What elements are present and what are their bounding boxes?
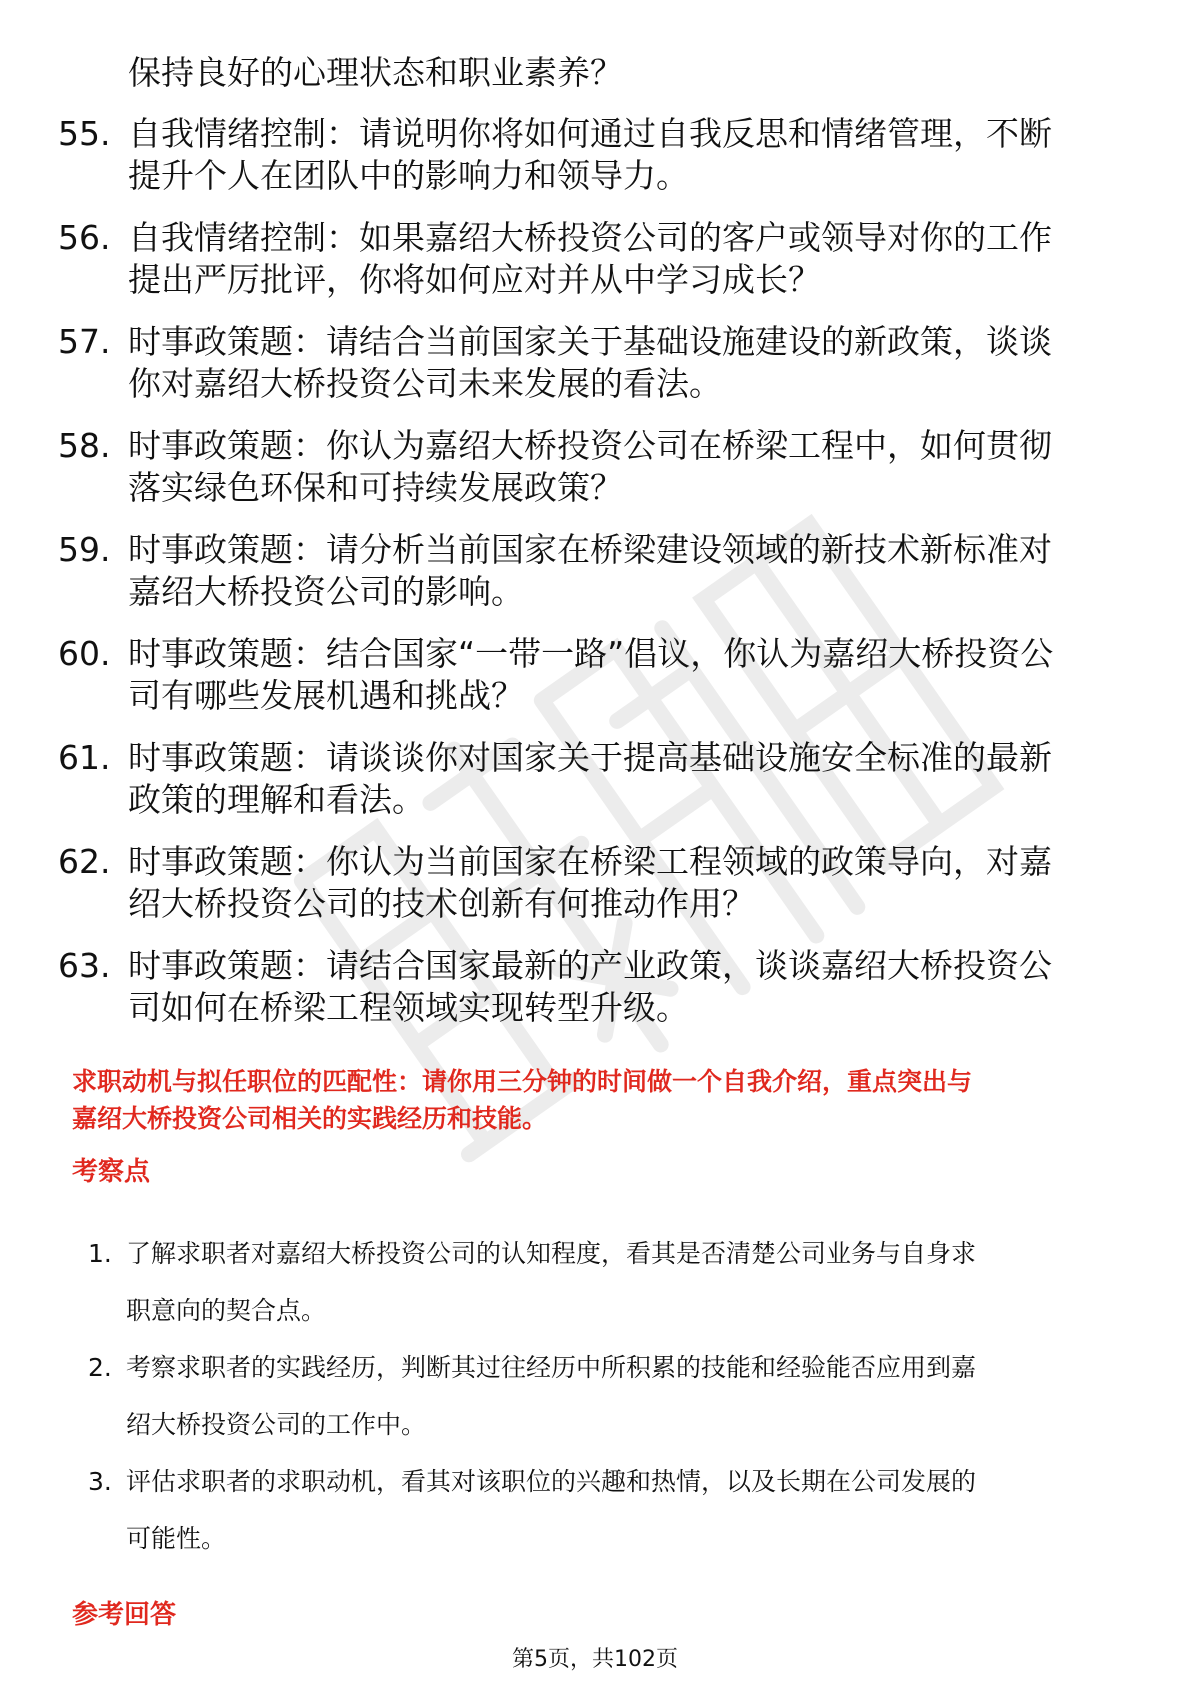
- page-footer: 第5页，共102页: [512, 1647, 678, 1672]
- question-number: 62.: [58, 842, 111, 881]
- assessment-line: 可能性。: [126, 1524, 227, 1553]
- question-line: 政策的理解和看法。: [128, 780, 425, 819]
- question-item: [58, 945, 1118, 1049]
- question-number: 63.: [58, 946, 111, 985]
- question-text: [128, 113, 1176, 197]
- reference-answer-title: 参考回答: [72, 1600, 177, 1630]
- assessment-line: 评估求职者的求职动机，看其对该职位的兴趣和热情，以及长期在公司发展的: [126, 1467, 977, 1496]
- question-line: 自我情绪控制：请说明你将如何通过自我反思和情绪管理，不断: [128, 114, 1052, 153]
- question-item: [58, 425, 1118, 529]
- question-text: [128, 841, 1176, 925]
- assessment-title: 考察点: [72, 1157, 151, 1187]
- question-text: [128, 633, 1176, 717]
- assessment-item: [88, 1339, 1118, 1453]
- assessment-line: 职意向的契合点。: [126, 1296, 327, 1325]
- question-line: 司如何在桥梁工程领域实现转型升级。: [128, 988, 689, 1027]
- question-line: 时事政策题：你认为嘉绍大桥投资公司在桥梁工程中，如何贯彻: [128, 426, 1052, 465]
- question-number: 61.: [58, 738, 111, 777]
- question-line: 提出严厉批评，你将如何应对并从中学习成长？: [128, 260, 821, 299]
- question-line: 时事政策题：请分析当前国家在桥梁建设领域的新技术新标准对: [128, 530, 1052, 569]
- question-number: 60.: [58, 634, 111, 673]
- question-line: 时事政策题：结合国家“一带一路”倡议，你认为嘉绍大桥投资公: [128, 634, 1054, 673]
- question-number: 57.: [58, 322, 111, 361]
- assessment-text: [126, 1453, 1126, 1567]
- assessment-list: [88, 1225, 1118, 1567]
- question-line: 绍大桥投资公司的技术创新有何推动作用？: [128, 884, 755, 923]
- assessment-number: 1.: [88, 1239, 112, 1268]
- question-line: 落实绿色环保和可持续发展政策？: [128, 468, 623, 507]
- question-text: [128, 425, 1176, 509]
- question-line: 司有哪些发展机遇和挑战？: [128, 676, 524, 715]
- question-item: [58, 737, 1118, 841]
- question-line: 时事政策题：请结合国家最新的产业政策，谈谈嘉绍大桥投资公: [128, 946, 1052, 985]
- question-item: [58, 529, 1118, 633]
- question-line: 时事政策题：请谈谈你对国家关于提高基础设施安全标准的最新: [128, 738, 1052, 777]
- continuation-text: 保持良好的心理状态和职业素养？: [128, 53, 623, 92]
- question-text: [128, 737, 1176, 821]
- assessment-line: 考察求职者的实践经历，判断其过往经历中所积累的技能和经验能否应用到嘉: [126, 1353, 977, 1382]
- question-item: [58, 217, 1118, 321]
- assessment-line: 绍大桥投资公司的工作中。: [126, 1410, 427, 1439]
- assessment-text: [126, 1225, 1126, 1339]
- assessment-item: [88, 1453, 1118, 1567]
- question-number: 59.: [58, 530, 111, 569]
- question-item: [58, 113, 1118, 217]
- assessment-number: 3.: [88, 1467, 112, 1496]
- question-number: 55.: [58, 114, 111, 153]
- assessment-line: 了解求职者对嘉绍大桥投资公司的认知程度，看其是否清楚公司业务与自身求: [126, 1239, 977, 1268]
- question-line: 你对嘉绍大桥投资公司未来发展的看法。: [128, 364, 722, 403]
- question-text: [128, 217, 1176, 301]
- assessment-number: 2.: [88, 1353, 112, 1382]
- question-line: 嘉绍大桥投资公司的影响。: [128, 572, 524, 611]
- question-line: 时事政策题：请结合当前国家关于基础设施建设的新政策，谈谈: [128, 322, 1052, 361]
- highlight-question-line: 求职动机与拟任职位的匹配性：请你用三分钟的时间做一个自我介绍，重点突出与: [72, 1067, 973, 1096]
- question-line: 提升个人在团队中的影响力和领导力。: [128, 156, 689, 195]
- highlight-question-line: 嘉绍大桥投资公司相关的实践经历和技能。: [72, 1104, 548, 1133]
- assessment-item: [88, 1225, 1118, 1339]
- question-item: [58, 321, 1118, 425]
- highlight-question: [72, 1063, 1132, 1137]
- question-text: [128, 529, 1176, 613]
- question-number: 56.: [58, 218, 111, 257]
- question-item: [58, 633, 1118, 737]
- question-number: 58.: [58, 426, 111, 465]
- question-text: [128, 945, 1176, 1029]
- question-line: 自我情绪控制：如果嘉绍大桥投资公司的客户或领导对你的工作: [128, 218, 1052, 257]
- question-text: [128, 321, 1176, 405]
- question-item: [58, 841, 1118, 945]
- question-line: 时事政策题：你认为当前国家在桥梁工程领域的政策导向，对嘉: [128, 842, 1052, 881]
- assessment-text: [126, 1339, 1126, 1453]
- question-list: [58, 113, 1118, 1049]
